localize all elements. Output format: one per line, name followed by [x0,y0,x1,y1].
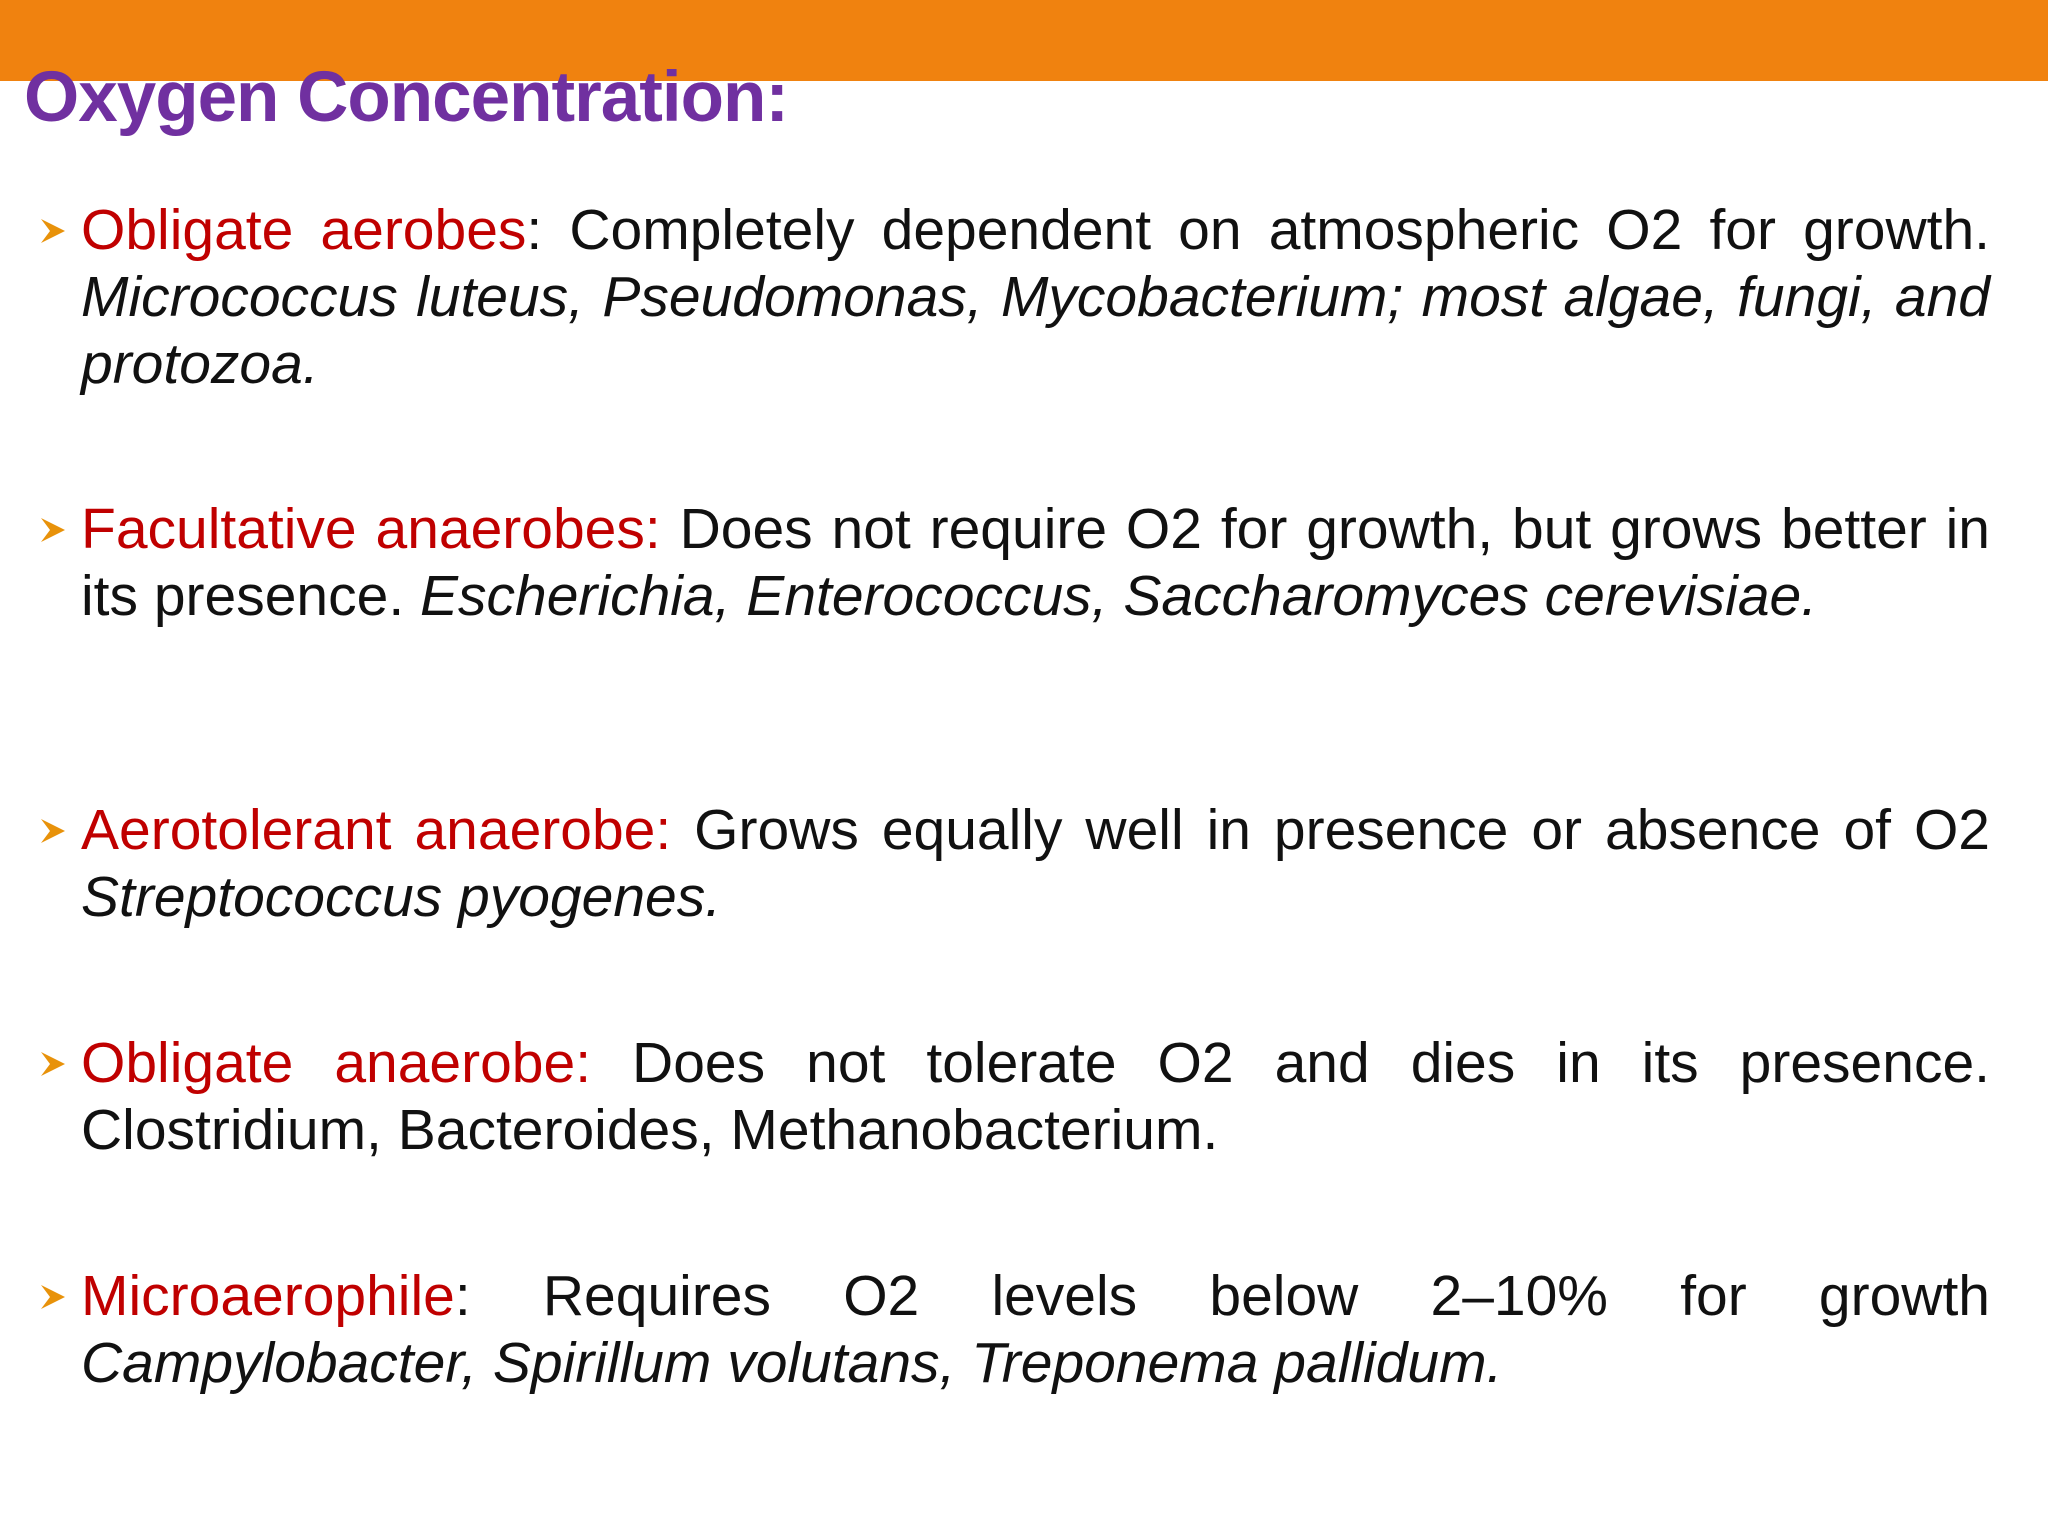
bullet-item-microaerophile [38,1263,1990,1397]
term-separator: : [526,198,543,262]
examples-text: Campylobacter, Spirillum volutans, Treponema pallidum. [81,1331,1503,1395]
arrow-bullet-icon [38,816,68,846]
description-text: Does not require O2 for growth, but grows better in its presence. [81,497,1990,628]
description-text: Completely dependent on atmospheric O2 for growth. [542,198,1990,262]
bullet-item-aerotolerant-anaerobe [38,797,1990,931]
arrow-bullet-icon [38,515,68,545]
arrow-bullet-icon [38,1049,68,1079]
term-separator: : [454,1264,471,1328]
term-label: Obligate anaerobe: [81,1031,592,1095]
arrow-bullet-icon [38,216,68,246]
bullet-text [81,1030,1990,1164]
term-label: Microaerophile [81,1264,455,1328]
description-text: Does not tolerate O2 and dies in its presence. Clostridium, Bacteroides, Methanobacterium. [81,1031,1990,1162]
term-label: Facultative anaerobes: [81,497,661,561]
examples-text: Streptococcus pyogenes. [81,865,722,929]
bullet-text [81,1263,1990,1397]
arrow-bullet-icon [38,1282,68,1312]
term-label: Obligate aerobes [81,198,527,262]
bullet-text [81,797,1990,931]
bullet-text [81,496,1990,630]
examples-text: Micrococcus luteus, Pseudomonas, Mycobacterium; most algae, fungi, and protozoa. [81,265,1990,396]
description-text: Grows equally well in presence or absence of O2 [671,798,1990,862]
bullet-item-facultative-anaerobes [38,496,1990,630]
term-label: Aerotolerant anaerobe: [81,798,672,862]
bullet-item-obligate-anaerobe [38,1030,1990,1164]
description-text: Requires O2 levels below 2–10% for growth [470,1264,1990,1328]
bullet-text [81,197,1990,398]
examples-text: Escherichia, Enterococcus, Saccharomyces cerevisiae. [420,564,1818,628]
slide-title: Oxygen Concentration: [24,58,789,137]
bullet-item-obligate-aerobes [38,197,1990,398]
